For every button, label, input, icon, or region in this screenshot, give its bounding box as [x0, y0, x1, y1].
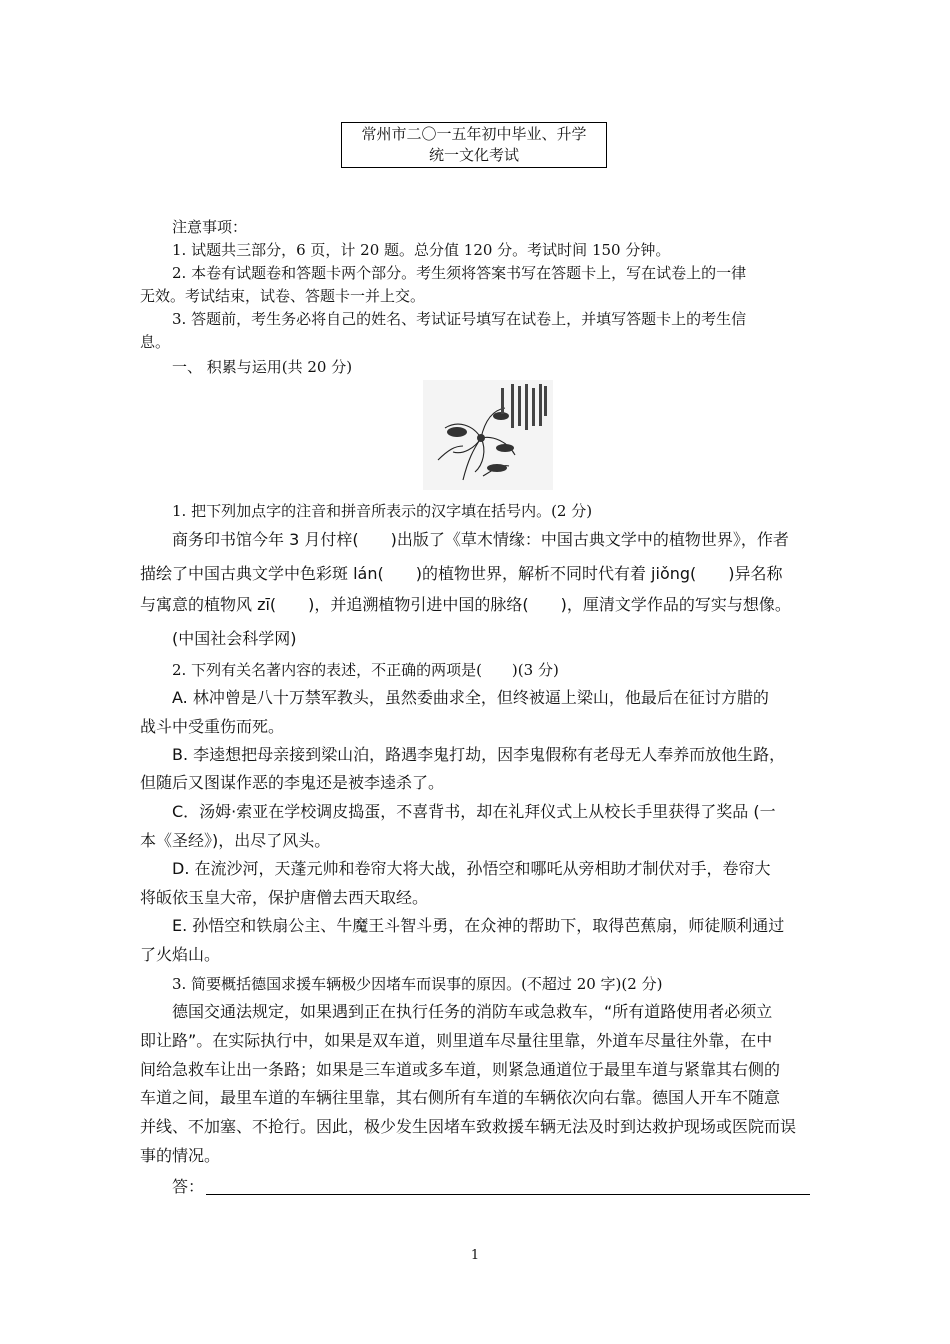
q2-option-e-line2: 了火焰山。: [140, 945, 221, 964]
q3-prompt: 3. 简要概括德国求援车辆极少因堵车而误事的原因。(不超过 20 字)(2 分): [172, 975, 663, 993]
q1-prompt: 1. 把下列加点字的注音和拼音所表示的汉字填在括号内。(2 分): [172, 502, 593, 520]
q1-line3: 与寓意的植物风 zī( )，并追溯植物引进中国的脉络( )，厘清文学作品的写实与想像。: [140, 595, 791, 614]
notes-item-2-line1: 2. 本卷有试题卷和答题卡两个部分。考生须将答案书写在答题卡上，写在试卷上的一律: [172, 264, 747, 282]
q2-option-c-line1: C．汤姆·索亚在学校调皮捣蛋，不喜背书，却在礼拜仪式上从校长手里获得了奖品 (一: [172, 802, 776, 821]
q2-option-b-line1: B. 李逵想把母亲接到梁山泊，路遇李鬼打劫，因李鬼假称有老母无人奉养而放他生路，: [172, 745, 786, 764]
section1-heading: 一、 积累与运用(共 20 分): [172, 358, 353, 376]
q2-option-b-line2: 但随后又图谋作恶的李鬼还是被李逵杀了。: [140, 773, 445, 792]
notes-item-3-line2: 息。: [140, 333, 171, 351]
ink-painting-lily-image: [423, 380, 553, 490]
q1-source: (中国社会科学网): [172, 629, 297, 648]
notes-item-1: 1. 试题共三部分，6 页，计 20 题。总分值 120 分。考试时间 150 分钟。: [172, 241, 671, 259]
q1-line2: 描绘了中国古典文学中色彩斑 lán( )的植物世界，解析不同时代有着 jiǒng( )异名称: [140, 564, 783, 583]
q2-prompt: 2. 下列有关名著内容的表述，不正确的两项是( )(3 分): [172, 661, 559, 679]
q3-passage-line2: 即让路”。在实际执行中，如果是双车道，则里道车尽量往里靠，外道车尽量往外靠，在中: [140, 1031, 773, 1050]
notes-item-3-line1: 3. 答题前，考生务必将自己的姓名、考试证号填写在试卷上，并填写答题卡上的考生信: [172, 310, 747, 328]
notes-heading: 注意事项：: [172, 218, 248, 236]
q3-passage-line3: 间给急救车让出一条路；如果是三车道或多车道，则紧急通道位于最里车道与紧靠其右侧的: [140, 1060, 781, 1079]
page-number: 1: [470, 1248, 480, 1263]
exam-title-line1: 常州市二〇一五年初中毕业、升学: [361, 125, 587, 143]
q3-passage-line4: 车道之间，最里车道的车辆往里靠，其右侧所有车道的车辆依次向右靠。德国人开车不随意: [140, 1088, 781, 1107]
q3-answer-label: 答：: [172, 1177, 205, 1196]
q2-option-d-line1: D. 在流沙河，天蓬元帅和卷帘大将大战，孙悟空和哪吒从旁相助才制伏对手，卷帘大: [172, 859, 771, 878]
notes-item-2-line2: 无效。考试结束，试卷、答题卡一并上交。: [140, 287, 426, 305]
q2-option-c-line2: 本《圣经》)，出尽了风头。: [140, 831, 331, 850]
q3-passage-line1: 德国交通法规定，如果遇到正在执行任务的消防车或急救车，“所有道路使用者必须立: [172, 1002, 773, 1021]
q3-answer-line[interactable]: [206, 1194, 810, 1195]
q2-option-e-line1: E. 孙悟空和铁扇公主、牛魔王斗智斗勇，在众神的帮助下，取得芭蕉扇，师徒顺利通过: [172, 916, 785, 935]
q3-passage-line5: 并线、不加塞、不抢行。因此，极少发生因堵车致救援车辆无法及时到达救护现场或医院而误: [140, 1117, 797, 1136]
q2-option-a-line1: A. 林冲曾是八十万禁军教头，虽然委曲求全，但终被逼上梁山，他最后在征讨方腊的: [172, 688, 769, 707]
q1-line1: 商务印书馆今年 3 月付梓( )出版了《草木情缘：中国古典文学中的植物世界》，作者: [172, 530, 789, 549]
exam-title-box: [341, 122, 607, 168]
q2-option-a-line2: 战斗中受重伤而死。: [140, 717, 285, 736]
exam-title-line2: 统一文化考试: [428, 146, 519, 164]
q3-passage-line6: 事的情况。: [140, 1146, 221, 1165]
q2-option-d-line2: 将皈依玉皇大帝，保护唐僧去西天取经。: [140, 888, 429, 907]
